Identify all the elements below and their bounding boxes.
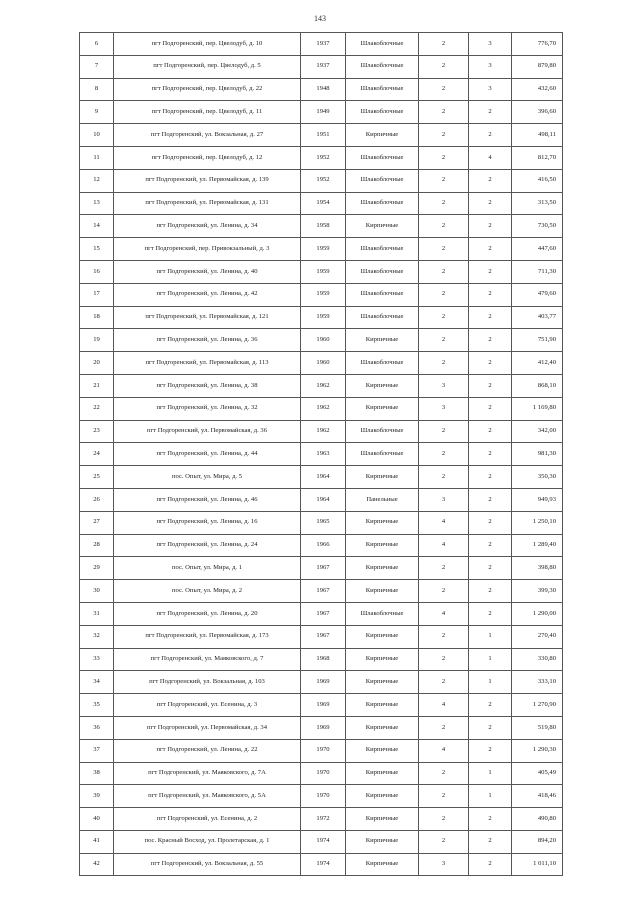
cell-address: пгт Подгоренский, пер. Цвелодуб, д. 12 [114,146,301,169]
cell-row-number: 15 [80,238,114,261]
table-row [80,215,563,238]
cell-floors: 2 [419,329,469,352]
cell-floors: 4 [419,694,469,717]
cell-address: пос. Опыт, ул. Мира, д. 5 [114,466,301,489]
cell-address: пгт Подгоренский, ул. Первомайская, д. 36 [114,420,301,443]
cell-year-built: 1970 [301,785,346,808]
cell-entrances: 1 [469,671,512,694]
cell-address: пгт Подгоренский, ул. Первомайская, д. 173 [114,625,301,648]
cell-wall-material: Панельные [346,488,419,511]
cell-year-built: 1948 [301,78,346,101]
cell-area: 330,80 [512,648,563,671]
cell-year-built: 1969 [301,671,346,694]
cell-address: пос. Опыт, ул. Мира, д. 1 [114,557,301,580]
cell-wall-material: Шлакоблочные [346,33,419,56]
cell-area: 350,30 [512,466,563,489]
cell-year-built: 1962 [301,420,346,443]
cell-row-number: 41 [80,830,114,853]
table-row [80,33,563,56]
cell-wall-material: Кирпичные [346,534,419,557]
cell-entrances: 1 [469,648,512,671]
cell-area: 711,30 [512,260,563,283]
cell-address: пгт Подгоренский, ул. Ленина, д. 22 [114,739,301,762]
cell-wall-material: Шлакоблочные [346,78,419,101]
cell-area: 519,80 [512,716,563,739]
cell-area: 399,30 [512,580,563,603]
cell-entrances: 2 [469,488,512,511]
cell-area: 490,80 [512,808,563,831]
cell-year-built: 1965 [301,511,346,534]
cell-floors: 2 [419,808,469,831]
cell-wall-material: Кирпичные [346,557,419,580]
cell-floors: 2 [419,762,469,785]
cell-area: 396,60 [512,101,563,124]
cell-entrances: 2 [469,557,512,580]
cell-area: 1 250,10 [512,511,563,534]
cell-row-number: 24 [80,443,114,466]
cell-row-number: 23 [80,420,114,443]
cell-floors: 3 [419,374,469,397]
cell-year-built: 1970 [301,762,346,785]
cell-area: 412,40 [512,352,563,375]
cell-area: 1 169,80 [512,397,563,420]
cell-address: пгт Подгоренский, ул. Маяковского, д. 5А [114,785,301,808]
cell-entrances: 2 [469,511,512,534]
cell-floors: 2 [419,466,469,489]
cell-floors: 4 [419,739,469,762]
cell-row-number: 26 [80,488,114,511]
cell-wall-material: Кирпичные [346,739,419,762]
cell-wall-material: Шлакоблочные [346,101,419,124]
table-row [80,785,563,808]
cell-row-number: 10 [80,124,114,147]
cell-entrances: 2 [469,466,512,489]
cell-floors: 2 [419,830,469,853]
table-row [80,534,563,557]
cell-area: 398,80 [512,557,563,580]
table-row [80,169,563,192]
cell-area: 1 011,10 [512,853,563,876]
cell-wall-material: Кирпичные [346,374,419,397]
cell-year-built: 1959 [301,260,346,283]
cell-entrances: 2 [469,716,512,739]
cell-row-number: 18 [80,306,114,329]
cell-row-number: 28 [80,534,114,557]
housing-stock-table [79,32,563,876]
cell-area: 879,80 [512,55,563,78]
cell-address: пгт Подгоренский, пер. Цвелодуб, д. 11 [114,101,301,124]
cell-entrances: 2 [469,808,512,831]
cell-row-number: 39 [80,785,114,808]
cell-entrances: 2 [469,853,512,876]
cell-floors: 2 [419,785,469,808]
cell-entrances: 2 [469,602,512,625]
table-row [80,443,563,466]
table-body [80,33,563,876]
cell-row-number: 40 [80,808,114,831]
cell-area: 1 290,30 [512,739,563,762]
table-row [80,648,563,671]
cell-floors: 2 [419,716,469,739]
cell-row-number: 11 [80,146,114,169]
table-row [80,762,563,785]
cell-floors: 2 [419,146,469,169]
cell-year-built: 1960 [301,329,346,352]
cell-year-built: 1974 [301,830,346,853]
cell-wall-material: Кирпичные [346,671,419,694]
cell-entrances: 2 [469,329,512,352]
table-row [80,192,563,215]
cell-address: пгт Подгоренский, ул. Ленина, д. 36 [114,329,301,352]
cell-area: 1 270,90 [512,694,563,717]
cell-wall-material: Кирпичные [346,625,419,648]
cell-floors: 2 [419,283,469,306]
table-row [80,488,563,511]
cell-wall-material: Кирпичные [346,511,419,534]
cell-wall-material: Кирпичные [346,694,419,717]
cell-wall-material: Кирпичные [346,580,419,603]
cell-wall-material: Кирпичные [346,830,419,853]
cell-floors: 3 [419,853,469,876]
cell-entrances: 2 [469,283,512,306]
cell-address: пгт Подгоренский, ул. Ленина, д. 46 [114,488,301,511]
cell-floors: 2 [419,215,469,238]
cell-wall-material: Кирпичные [346,466,419,489]
cell-area: 333,10 [512,671,563,694]
cell-floors: 2 [419,192,469,215]
cell-row-number: 9 [80,101,114,124]
cell-address: пгт Подгоренский, ул. Ленина, д. 44 [114,443,301,466]
cell-year-built: 1972 [301,808,346,831]
cell-address: пгт Подгоренский, ул. Ленина, д. 34 [114,215,301,238]
cell-row-number: 8 [80,78,114,101]
cell-row-number: 22 [80,397,114,420]
cell-row-number: 29 [80,557,114,580]
cell-wall-material: Кирпичные [346,785,419,808]
cell-floors: 2 [419,306,469,329]
cell-entrances: 2 [469,192,512,215]
table-row [80,602,563,625]
cell-entrances: 2 [469,374,512,397]
table-row [80,124,563,147]
cell-entrances: 2 [469,169,512,192]
cell-entrances: 2 [469,830,512,853]
table-row [80,739,563,762]
cell-entrances: 2 [469,101,512,124]
cell-area: 1 290,00 [512,602,563,625]
cell-row-number: 35 [80,694,114,717]
cell-address: пгт Подгоренский, ул. Есенина, д. 3 [114,694,301,717]
cell-year-built: 1951 [301,124,346,147]
cell-year-built: 1967 [301,557,346,580]
cell-area: 418,46 [512,785,563,808]
cell-wall-material: Шлакоблочные [346,192,419,215]
cell-wall-material: Шлакоблочные [346,260,419,283]
cell-address: пгт Подгоренский, пер. Цвелодуб, д. 5 [114,55,301,78]
cell-entrances: 1 [469,762,512,785]
cell-year-built: 1959 [301,238,346,261]
cell-entrances: 2 [469,694,512,717]
cell-address: пгт Подгоренский, пер. Цвелодуб, д. 22 [114,78,301,101]
cell-year-built: 1949 [301,101,346,124]
cell-address: пгт Подгоренский, ул. Ленина, д. 16 [114,511,301,534]
cell-year-built: 1969 [301,716,346,739]
table-row [80,853,563,876]
cell-year-built: 1963 [301,443,346,466]
table-row [80,352,563,375]
cell-year-built: 1970 [301,739,346,762]
cell-entrances: 2 [469,580,512,603]
cell-floors: 3 [419,397,469,420]
cell-wall-material: Кирпичные [346,329,419,352]
cell-area: 416,50 [512,169,563,192]
cell-wall-material: Шлакоблочные [346,146,419,169]
table-row [80,557,563,580]
cell-year-built: 1967 [301,625,346,648]
cell-year-built: 1937 [301,55,346,78]
cell-address: пгт Подгоренский, ул. Вокзальная, д. 103 [114,671,301,694]
cell-floors: 2 [419,671,469,694]
cell-wall-material: Кирпичные [346,215,419,238]
cell-area: 313,50 [512,192,563,215]
cell-area: 403,77 [512,306,563,329]
cell-row-number: 37 [80,739,114,762]
cell-year-built: 1959 [301,283,346,306]
cell-row-number: 6 [80,33,114,56]
cell-year-built: 1964 [301,488,346,511]
cell-year-built: 1962 [301,374,346,397]
cell-wall-material: Шлакоблочные [346,55,419,78]
cell-address: пгт Подгоренский, ул. Вокзальная, д. 27 [114,124,301,147]
table-row [80,101,563,124]
table-row [80,283,563,306]
cell-year-built: 1968 [301,648,346,671]
cell-address: пгт Подгоренский, ул. Маяковского, д. 7А [114,762,301,785]
cell-address: пгт Подгоренский, ул. Ленина, д. 24 [114,534,301,557]
cell-address: пгт Подгоренский, пер. Цвелодуб, д. 10 [114,33,301,56]
table-row [80,694,563,717]
cell-entrances: 2 [469,739,512,762]
cell-wall-material: Шлакоблочные [346,352,419,375]
cell-floors: 2 [419,55,469,78]
cell-row-number: 14 [80,215,114,238]
cell-year-built: 1969 [301,694,346,717]
cell-address: пгт Подгоренский, ул. Ленина, д. 40 [114,260,301,283]
table-row [80,625,563,648]
cell-wall-material: Кирпичные [346,808,419,831]
cell-year-built: 1954 [301,192,346,215]
cell-entrances: 4 [469,146,512,169]
table-row [80,146,563,169]
cell-row-number: 19 [80,329,114,352]
cell-entrances: 2 [469,352,512,375]
cell-wall-material: Шлакоблочные [346,306,419,329]
cell-area: 479,60 [512,283,563,306]
cell-year-built: 1962 [301,397,346,420]
cell-row-number: 16 [80,260,114,283]
cell-address: пгт Подгоренский, ул. Первомайская, д. 131 [114,192,301,215]
table-row [80,306,563,329]
cell-floors: 2 [419,625,469,648]
cell-row-number: 20 [80,352,114,375]
cell-floors: 4 [419,602,469,625]
cell-address: пос. Красный Восход, ул. Пролетарская, д. 1 [114,830,301,853]
cell-address: пос. Опыт, ул. Мира, д. 2 [114,580,301,603]
table-row [80,580,563,603]
cell-floors: 2 [419,352,469,375]
cell-row-number: 31 [80,602,114,625]
table-row [80,374,563,397]
cell-entrances: 2 [469,238,512,261]
cell-floors: 2 [419,101,469,124]
cell-floors: 2 [419,124,469,147]
cell-wall-material: Шлакоблочные [346,420,419,443]
cell-floors: 4 [419,511,469,534]
cell-floors: 2 [419,78,469,101]
cell-area: 1 289,40 [512,534,563,557]
cell-area: 270,40 [512,625,563,648]
cell-area: 432,60 [512,78,563,101]
cell-area: 776,70 [512,33,563,56]
cell-wall-material: Кирпичные [346,648,419,671]
cell-row-number: 27 [80,511,114,534]
cell-year-built: 1952 [301,169,346,192]
cell-area: 730,50 [512,215,563,238]
cell-year-built: 1966 [301,534,346,557]
cell-year-built: 1958 [301,215,346,238]
cell-entrances: 2 [469,534,512,557]
cell-wall-material: Шлакоблочные [346,443,419,466]
cell-address: пгт Подгоренский, ул. Первомайская, д. 34 [114,716,301,739]
table-row [80,238,563,261]
cell-area: 812,70 [512,146,563,169]
cell-entrances: 2 [469,397,512,420]
cell-row-number: 38 [80,762,114,785]
cell-row-number: 36 [80,716,114,739]
cell-floors: 4 [419,534,469,557]
table-row [80,830,563,853]
cell-row-number: 17 [80,283,114,306]
cell-entrances: 2 [469,443,512,466]
cell-entrances: 1 [469,785,512,808]
cell-row-number: 30 [80,580,114,603]
table-row [80,78,563,101]
cell-row-number: 32 [80,625,114,648]
cell-floors: 2 [419,169,469,192]
table-row [80,671,563,694]
cell-wall-material: Шлакоблочные [346,602,419,625]
table-row [80,397,563,420]
table-row [80,260,563,283]
cell-wall-material: Шлакоблочные [346,238,419,261]
cell-wall-material: Кирпичные [346,853,419,876]
cell-address: пгт Подгоренский, ул. Ленина, д. 32 [114,397,301,420]
cell-floors: 2 [419,557,469,580]
cell-wall-material: Кирпичные [346,124,419,147]
cell-year-built: 1967 [301,580,346,603]
cell-entrances: 2 [469,420,512,443]
cell-area: 868,10 [512,374,563,397]
cell-wall-material: Кирпичные [346,762,419,785]
cell-year-built: 1959 [301,306,346,329]
cell-entrances: 2 [469,260,512,283]
table-row [80,329,563,352]
cell-address: пгт Подгоренский, ул. Ленина, д. 38 [114,374,301,397]
cell-area: 894,20 [512,830,563,853]
cell-entrances: 1 [469,625,512,648]
cell-area: 498,11 [512,124,563,147]
table-row [80,466,563,489]
table-row [80,55,563,78]
cell-row-number: 13 [80,192,114,215]
cell-row-number: 42 [80,853,114,876]
cell-area: 949,93 [512,488,563,511]
cell-row-number: 7 [80,55,114,78]
cell-entrances: 3 [469,78,512,101]
cell-year-built: 1974 [301,853,346,876]
cell-year-built: 1952 [301,146,346,169]
cell-year-built: 1937 [301,33,346,56]
cell-address: пгт Подгоренский, ул. Первомайская, д. 121 [114,306,301,329]
cell-floors: 2 [419,238,469,261]
cell-row-number: 25 [80,466,114,489]
cell-floors: 2 [419,33,469,56]
cell-floors: 2 [419,443,469,466]
cell-floors: 2 [419,260,469,283]
cell-address: пгт Подгоренский, ул. Первомайская, д. 113 [114,352,301,375]
cell-address: пгт Подгоренский, пер. Привокзальный, д. 3 [114,238,301,261]
cell-area: 981,30 [512,443,563,466]
cell-wall-material: Шлакоблочные [346,169,419,192]
cell-row-number: 12 [80,169,114,192]
cell-area: 447,60 [512,238,563,261]
cell-floors: 3 [419,488,469,511]
cell-address: пгт Подгоренский, ул. Маяковского, д. 7 [114,648,301,671]
cell-floors: 2 [419,648,469,671]
cell-wall-material: Кирпичные [346,716,419,739]
cell-entrances: 3 [469,33,512,56]
cell-address: пгт Подгоренский, ул. Ленина, д. 42 [114,283,301,306]
cell-entrances: 2 [469,215,512,238]
cell-floors: 2 [419,580,469,603]
cell-area: 751,90 [512,329,563,352]
cell-address: пгт Подгоренский, ул. Вокзальная, д. 55 [114,853,301,876]
page-number: 143 [314,14,326,23]
table-row [80,511,563,534]
table-row [80,420,563,443]
cell-row-number: 33 [80,648,114,671]
cell-year-built: 1967 [301,602,346,625]
cell-entrances: 2 [469,124,512,147]
table-row [80,716,563,739]
cell-row-number: 21 [80,374,114,397]
cell-entrances: 2 [469,306,512,329]
cell-area: 342,00 [512,420,563,443]
cell-row-number: 34 [80,671,114,694]
cell-entrances: 3 [469,55,512,78]
table-row [80,808,563,831]
cell-year-built: 1960 [301,352,346,375]
cell-address: пгт Подгоренский, ул. Ленина, д. 20 [114,602,301,625]
cell-address: пгт Подгоренский, ул. Есенина, д. 2 [114,808,301,831]
cell-address: пгт Подгоренский, ул. Первомайская, д. 139 [114,169,301,192]
cell-area: 405,49 [512,762,563,785]
cell-wall-material: Шлакоблочные [346,283,419,306]
cell-year-built: 1964 [301,466,346,489]
cell-floors: 2 [419,420,469,443]
cell-wall-material: Кирпичные [346,397,419,420]
